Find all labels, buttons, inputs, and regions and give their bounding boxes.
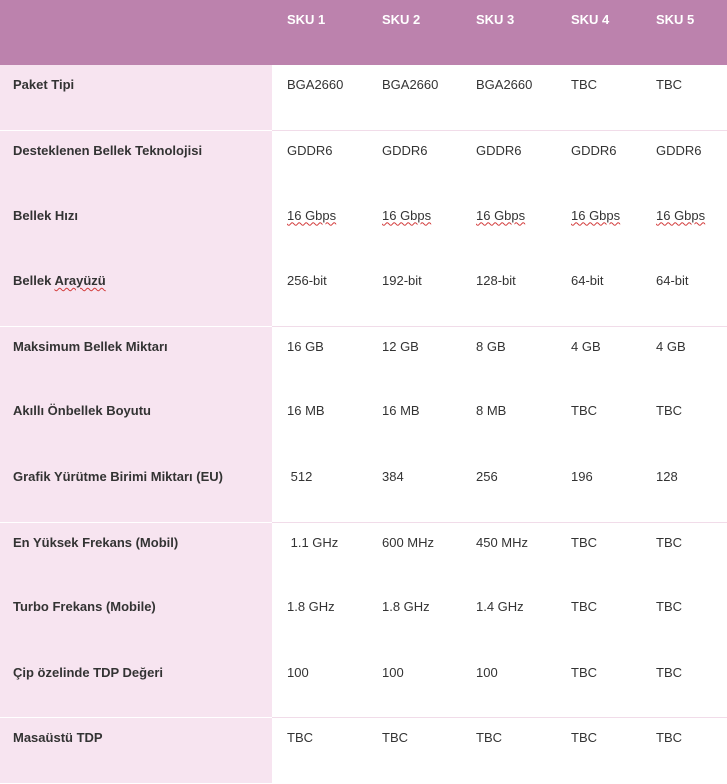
table-cell: TBC bbox=[656, 77, 682, 92]
table-cell: 384 bbox=[382, 468, 404, 484]
table-cell: TBC bbox=[367, 718, 461, 783]
table-cell: 100 bbox=[382, 664, 404, 680]
table-cell: TBC bbox=[571, 664, 597, 680]
row-label-desktop-tdp: Masaüstü TDP bbox=[0, 718, 272, 783]
table-cell: 1.8 GHz bbox=[382, 599, 430, 615]
table-cell: TBC bbox=[571, 599, 597, 615]
header-sku-1: SKU 1 bbox=[272, 0, 367, 65]
table-cell: 128 bbox=[656, 468, 678, 484]
table-cell: 128-bit bbox=[476, 272, 516, 288]
table-cell: TBC bbox=[556, 718, 641, 783]
table-cell: GDDR6 bbox=[367, 130, 461, 195]
table-cell: 16 MB bbox=[287, 403, 325, 419]
header-row bbox=[0, 0, 727, 65]
header-sku-5: SKU 5 bbox=[641, 0, 727, 65]
table-cell: TBC bbox=[571, 403, 597, 419]
spellcheck-text: 16 Gbps bbox=[656, 207, 706, 223]
table-cell: TBC bbox=[656, 599, 682, 615]
table-row bbox=[0, 457, 727, 522]
row-label-smart-cache: Akıllı Önbellek Boyutu bbox=[0, 391, 272, 456]
table-row bbox=[0, 196, 727, 261]
table-cell: TBC bbox=[656, 664, 682, 680]
table-cell: 1.4 GHz bbox=[476, 599, 524, 615]
table-cell: 600 MHz bbox=[367, 522, 461, 587]
row-label-memory-technology: Desteklenen Bellek Teknolojisi bbox=[0, 130, 272, 195]
header-sku-3: SKU 3 bbox=[461, 0, 556, 65]
table-row bbox=[0, 391, 727, 456]
table-row bbox=[0, 326, 727, 391]
table-cell: BGA2660 bbox=[287, 77, 344, 92]
spellcheck-text: Arayüzü bbox=[54, 272, 106, 288]
table-cell: GDDR6 bbox=[272, 130, 367, 195]
row-label-memory-interface: Bellek Arayüzü bbox=[0, 261, 272, 326]
spellcheck-text: 16 Gbps bbox=[476, 207, 526, 223]
table-cell: GDDR6 bbox=[461, 130, 556, 195]
table-cell bbox=[367, 196, 461, 261]
table-cell: BGA2660 bbox=[382, 77, 439, 92]
table-cell: 12 GB bbox=[367, 326, 461, 391]
row-label-memory-speed: Bellek Hızı bbox=[0, 196, 272, 261]
table-cell: 64-bit bbox=[571, 272, 604, 288]
row-label-max-memory: Maksimum Bellek Miktarı bbox=[0, 326, 272, 391]
spellcheck-text: 16 Gbps bbox=[382, 207, 432, 223]
table-cell: 196 bbox=[571, 468, 593, 484]
table-cell: 256 bbox=[476, 468, 498, 484]
table-cell: GDDR6 bbox=[556, 130, 641, 195]
table-row bbox=[0, 653, 727, 718]
table-cell: 4 GB bbox=[641, 326, 727, 391]
table-cell: TBC bbox=[656, 403, 682, 419]
table-row bbox=[0, 718, 727, 783]
table-cell: 192-bit bbox=[382, 272, 422, 288]
table-cell bbox=[461, 196, 556, 261]
table-cell: BGA2660 bbox=[476, 77, 533, 92]
table-cell: 8 GB bbox=[461, 326, 556, 391]
table-cell: 512 bbox=[287, 468, 313, 484]
table-cell bbox=[641, 196, 727, 261]
table-cell: 4 GB bbox=[556, 326, 641, 391]
table-cell: TBC bbox=[641, 718, 727, 783]
table-cell: GDDR6 bbox=[641, 130, 727, 195]
row-label-peak-frequency: En Yüksek Frekans (Mobil) bbox=[0, 522, 272, 587]
header-sku-2: SKU 2 bbox=[367, 0, 461, 65]
table-cell: 16 GB bbox=[272, 326, 367, 391]
table-cell: 450 MHz bbox=[461, 522, 556, 587]
table-cell: TBC bbox=[641, 522, 727, 587]
table-cell: 8 MB bbox=[476, 403, 507, 419]
table-cell: 1.1 GHz bbox=[272, 522, 367, 587]
header-sku-4: SKU 4 bbox=[556, 0, 641, 65]
table-cell: TBC bbox=[461, 718, 556, 783]
header-empty-cell bbox=[0, 0, 272, 65]
row-label-turbo-frequency: Turbo Frekans (Mobile) bbox=[0, 587, 272, 652]
spellcheck-text: 16 Gbps bbox=[571, 207, 621, 223]
table-cell bbox=[556, 196, 641, 261]
row-label-execution-units: Grafik Yürütme Birimi Miktarı (EU) bbox=[0, 457, 272, 522]
spellcheck-text: 16 Gbps bbox=[287, 207, 337, 223]
table-cell: TBC bbox=[556, 522, 641, 587]
table-cell: 1.8 GHz bbox=[287, 599, 335, 615]
row-label-package-type: Paket Tipi bbox=[0, 65, 272, 130]
table-cell: 100 bbox=[287, 664, 309, 680]
table-cell: 256-bit bbox=[287, 272, 327, 288]
table-row bbox=[0, 65, 727, 130]
table-row bbox=[0, 587, 727, 652]
table-cell: 100 bbox=[476, 664, 498, 680]
table-cell: 16 MB bbox=[382, 403, 420, 419]
table-cell bbox=[272, 196, 367, 261]
table-row bbox=[0, 261, 727, 326]
table-row bbox=[0, 522, 727, 587]
table-row bbox=[0, 130, 727, 195]
table-cell: TBC bbox=[272, 718, 367, 783]
table-cell: TBC bbox=[571, 77, 597, 92]
row-label-chip-tdp: Çip özelinde TDP Değeri bbox=[0, 653, 272, 718]
table-cell: 64-bit bbox=[656, 272, 689, 288]
